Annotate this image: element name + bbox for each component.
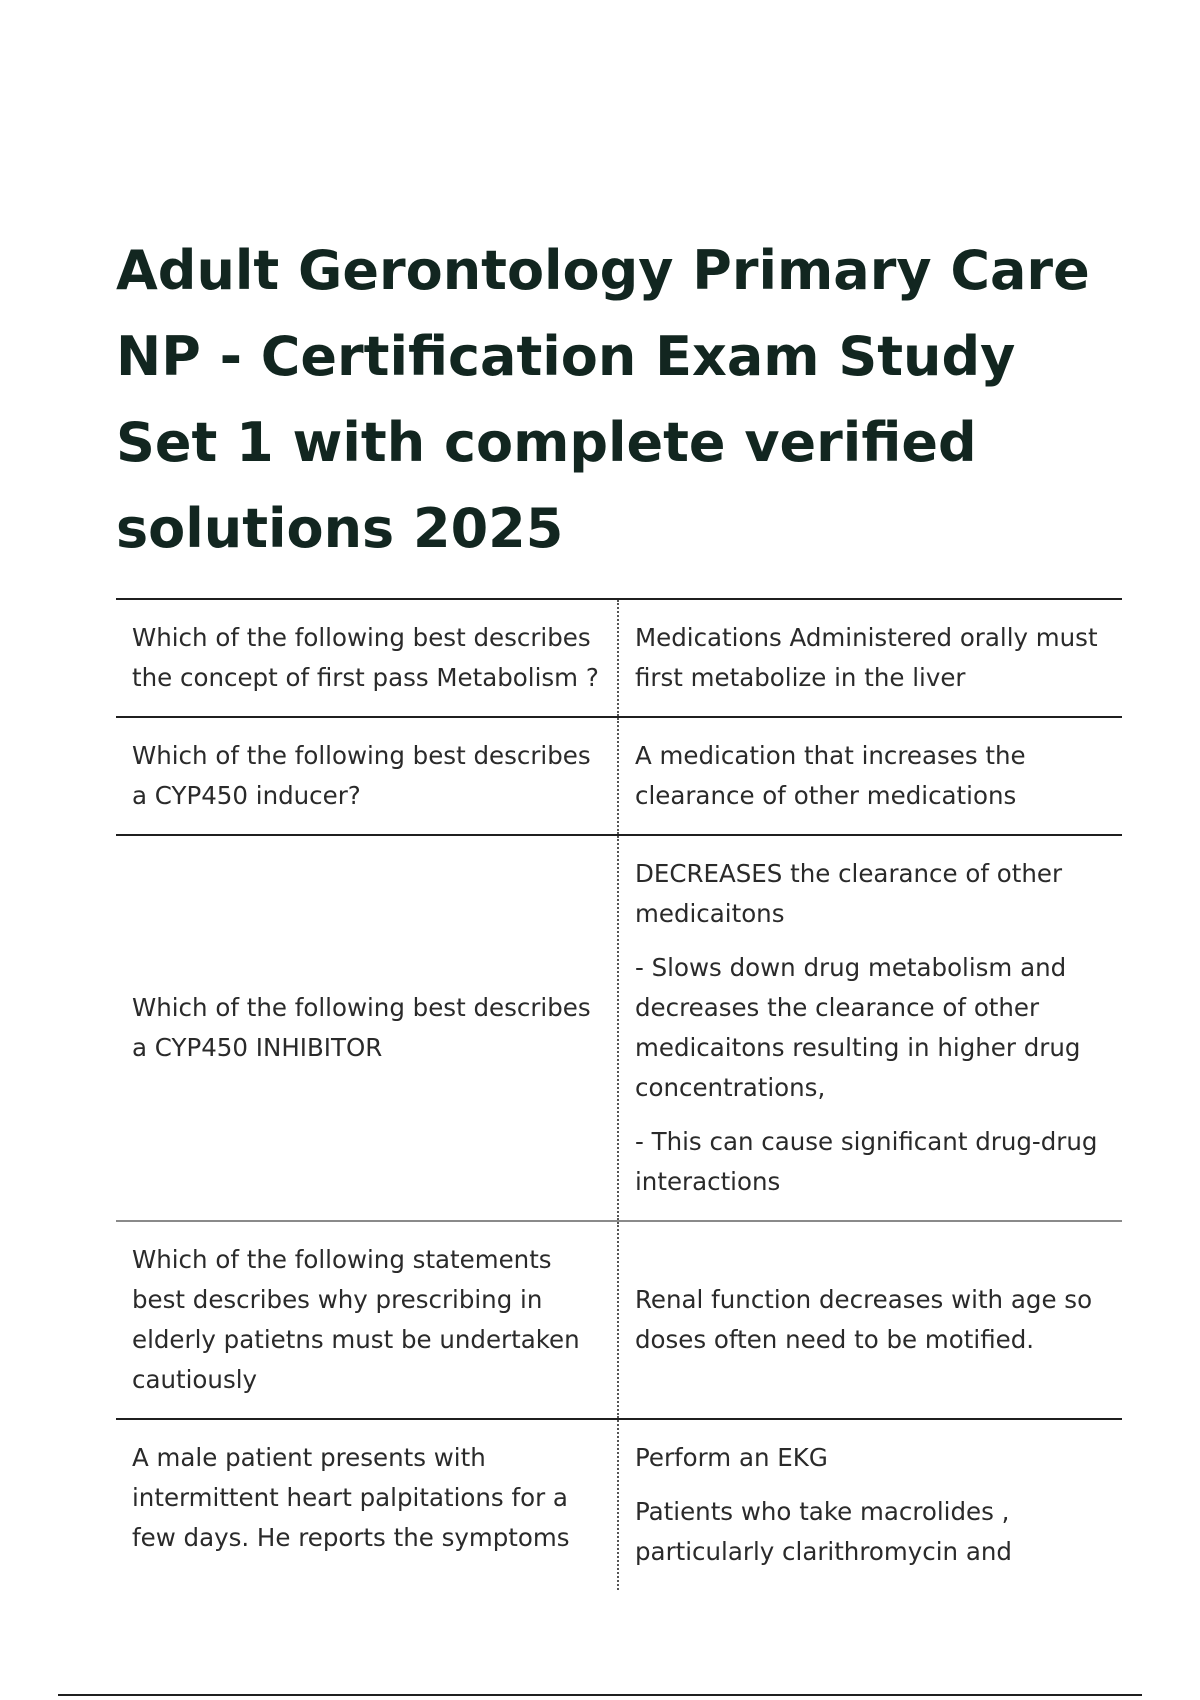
question-cell: Which of the following statements best describes why prescribing in elderly patietns must be undertaken cautiously	[116, 1222, 619, 1418]
answer-cell	[619, 836, 1122, 1220]
answer-paragraph: Perform an EKG	[635, 1443, 828, 1472]
qa-row	[116, 1222, 1122, 1420]
answer-paragraph: - This can cause significant drug-drug interactions	[635, 1127, 1098, 1196]
question-cell: A male patient presents with intermittent heart palpitations for a few days. He reports the symptoms	[116, 1420, 619, 1590]
qa-row	[116, 600, 1122, 718]
answer-cell	[619, 718, 1122, 834]
answer-cell	[619, 1222, 1122, 1418]
question-cell: Which of the following best describes a CYP450 inducer?	[116, 718, 619, 834]
question-cell: Which of the following best describes the concept of first pass Metabolism ?	[116, 600, 619, 716]
answer-paragraph: DECREASES the clearance of other medicaitons	[635, 859, 1063, 928]
qa-table	[116, 598, 1122, 1590]
answer-paragraph: A medication that increases the clearance of other medications	[635, 741, 1026, 810]
answer-cell	[619, 600, 1122, 716]
answer-cell	[619, 1420, 1122, 1590]
page-title: Adult Gerontology Primary Care NP - Certification Exam Study Set 1 with complete verified solutions 2025	[116, 239, 1090, 560]
qa-row	[116, 1420, 1122, 1590]
answer-paragraph: Medications Administered orally must first metabolize in the liver	[635, 623, 1098, 692]
question-cell: Which of the following best describes a CYP450 INHIBITOR	[116, 836, 619, 1220]
qa-row	[116, 718, 1122, 836]
answer-paragraph: Patients who take macrolides , particularly clarithromycin and	[635, 1497, 1012, 1566]
answer-paragraph: Renal function decreases with age so doses often need to be motified.	[635, 1285, 1093, 1354]
answer-paragraph: - Slows down drug metabolism and decreases the clearance of other medicaitons resulting in higher drug concentrations,	[635, 953, 1081, 1102]
footer-divider	[58, 1694, 1142, 1696]
qa-row	[116, 836, 1122, 1222]
